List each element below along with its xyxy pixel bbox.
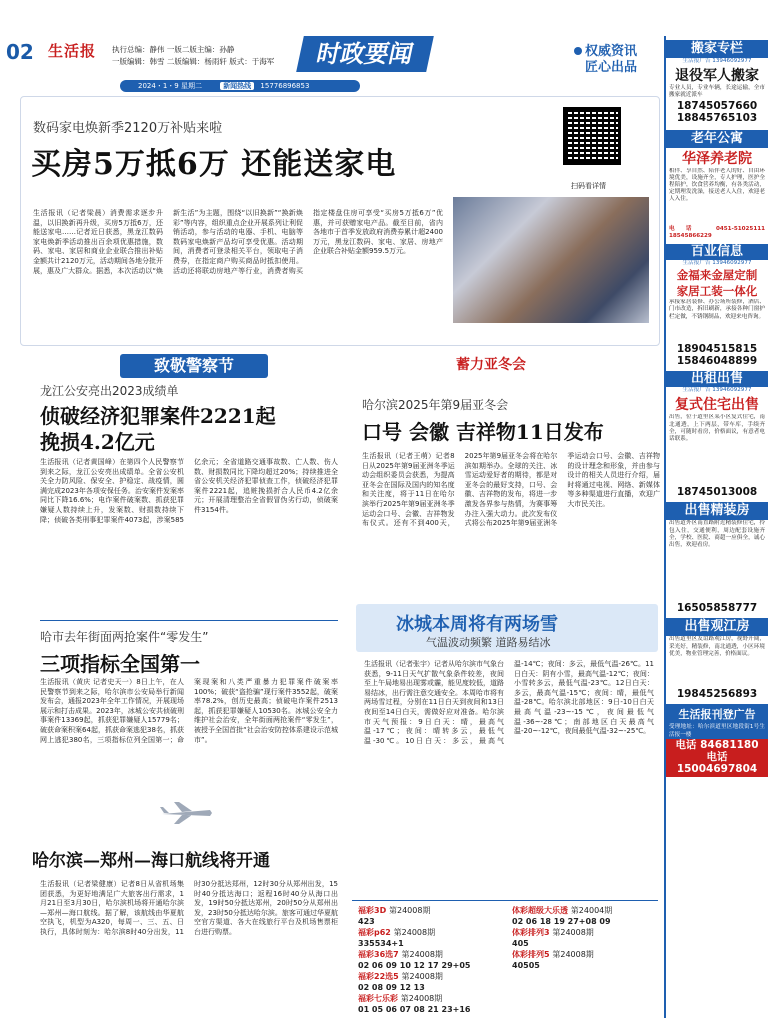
- lottery-name: 体彩排列3: [512, 928, 553, 937]
- weather-headline: 冰城本周将有两场雪: [396, 614, 558, 635]
- police-story1-headline-2: 挽损4.2亿元: [40, 430, 155, 454]
- lottery-name: 福彩p62: [358, 928, 394, 937]
- qr-caption: 扫码看详情: [571, 182, 606, 190]
- ad7-header: 生活报刊登广告: [666, 704, 768, 724]
- ad4-sub: 生活报广告 13946092977: [682, 387, 752, 394]
- lottery-row: [358, 949, 506, 971]
- lottery-issue: 第24008期: [393, 928, 436, 937]
- ad3-header: 百业信息: [666, 244, 768, 260]
- ad6-tel: 19845256893: [676, 688, 758, 701]
- lottery-issue: 第24008期: [401, 972, 443, 981]
- ad1-title: 退役军人搬家: [675, 68, 759, 85]
- ad1-tel1: 18745057660: [676, 99, 758, 112]
- lottery-row: [358, 927, 506, 949]
- lottery-row: [512, 905, 658, 927]
- staff-line-2: 一版编辑：韩雪 二版编辑：杨雨轩 版式：于海军: [112, 57, 275, 66]
- lottery-issue: 第24008期: [401, 950, 443, 959]
- ad1-tel2: 18845765103: [676, 111, 758, 124]
- ad2-title: 华泽养老院: [682, 150, 752, 167]
- ad3-desc: 承接家居装修、办公场所装修，酒店、门市改造，拆旧刷新，承接各种门窗护栏定做，不锈钢制品，欢迎来电咨询。: [669, 299, 765, 320]
- flight-body: 生活报讯（记者梁健康）记者8日从省机场集团获悉，为更好地满足广大旅客出行需求，1月21日至3月30日，哈尔滨机场将开通哈尔滨—郑州—海口航线。据了解，该航线由华夏航空执飞，机型为A320，每周一、三、五、日执行，具体时刻为：哈尔滨8时40分出发，11时30分抵达郑州，12时30分从郑州出发，15时40分抵达海口；返程16时40分从海口出发，19时50分抵达郑州，20时50分从郑州出发，23时50分抵达哈尔滨。旅客可通过华夏航空官方渠道、各大在线旅行平台及机场售票柜台进行购票。: [40, 880, 338, 936]
- police-story2-headline: 三项指标全国第一: [40, 652, 200, 676]
- ad5-tel: 16505858777: [676, 602, 758, 615]
- lottery-numbers: 01 05 06 07 08 21 23+16: [358, 1005, 471, 1014]
- ad3-title1: 金福来金屋定制: [676, 268, 758, 283]
- ad3-tel2: 15846048899: [676, 355, 758, 368]
- lottery-box: [352, 900, 658, 1012]
- lottery-numbers: 423: [358, 917, 375, 926]
- ad4-title: 复式住宅出售: [675, 397, 759, 414]
- ad1-header: 搬家专栏: [666, 40, 768, 58]
- lottery-numbers: 335534+1: [358, 939, 404, 948]
- asian-games-story: [352, 352, 660, 592]
- lottery-issue: 第24008期: [389, 906, 431, 915]
- lottery-issue: 第24008期: [400, 994, 443, 1003]
- ad1-sub: 生活报广告 13946092977: [682, 58, 752, 64]
- lottery-name: 福彩36选7: [358, 950, 402, 959]
- section-title: 时政要闻: [296, 36, 434, 72]
- lottery-numbers: 40505: [512, 961, 540, 970]
- ad7-tel2: 电话 15004697804: [666, 751, 768, 777]
- masthead: [0, 0, 662, 78]
- qr-code-icon[interactable]: [563, 107, 621, 165]
- slogan-bullet-icon: [574, 47, 582, 55]
- hotline-label: 新闻热线: [220, 82, 254, 90]
- slogan-line-1: 权威资讯: [585, 44, 638, 59]
- staff-line-1: 执行总编：静伟 一版二版主编：孙静: [112, 45, 235, 54]
- date: 2024・1・9 星期二: [138, 82, 202, 90]
- weather-body: 生活报讯（记者张宇）记者从哈尔滨市气象台获悉，9-11日天气扩散气象条件较差，夜间至上午局地易出现雾或霾，能见度较低，道路易结冰，出行需注意交通安全。本周哈市将有两场雪过程，分别在11日白天到夜间和13日夜间至14日白天，需做好应对准备。哈尔滨市天气预报：9日白天：晴，最高气温-17℃；夜间：晴转多云，最低气温-30℃。10日白天：多云，最高气温-14℃；夜间：多云，最低气温-26℃。11日白天：阴有小雪，最高气温-12℃；夜间：小雪转多云，最低气温-23℃。12日白天：多云，最高气温-15℃；夜间：晴，最低气温-28℃。哈尔滨北部地区：9日-10日白天最高气温-23~-15℃，夜间最低气温-36~-28℃；南部地区白天最高气温-20~-12℃，夜间最低气温-32~-25℃。: [364, 660, 654, 745]
- lead-headline: 买房5万抵6万 还能送家电: [31, 147, 397, 182]
- brand-logo: 生活报: [48, 42, 97, 60]
- ad2-header: 老年公寓: [666, 130, 768, 148]
- lottery-issue: 第24008期: [552, 950, 594, 959]
- lottery-name: 福彩22选5: [358, 972, 402, 981]
- lottery-row: [512, 927, 658, 949]
- lottery-numbers: 02 08 09 12 13: [358, 983, 425, 992]
- hotline-number: 15776896853: [260, 82, 310, 90]
- ad4-header: 出租出售: [666, 371, 768, 387]
- airplane-icon: [160, 800, 214, 826]
- ad3-title2: 家居工装一体化: [676, 284, 758, 299]
- flight-headline: 哈尔滨—郑州—海口航线将开通: [32, 851, 270, 871]
- weather-story: [356, 604, 658, 894]
- lottery-numbers: 02 06 09 10 12 17 29+05: [358, 961, 471, 970]
- lead-body: 生活报讯（记者梁晨）消费需求逐步升温，以旧换新再升级，买房5万抵6万，还能送家电……记者近日获悉，黑龙江数码家电焕新季活动推出百余项优惠措施，数码、家电、家居和商业企业联合推出补贴金额共计2120万元，活动期间各地分批开展，惠及广大群众。据悉，本次活动以“焕新生活”为主题，围绕“以旧换新”“换新焕彩”等内容，组织重点企业开展系列让利促销活动，参与活动的电器、手机、电脑等数码家电焕新产品均可享受优惠。活动期间，消费者可登录相关平台，领取电子消费券，在指定商户购买商品时抵扣使用。活动还将联动房地产等行业，消费者购买指定楼盘住房可享受“买房5万抵6万”优惠，并可获赠家电产品。截至目前，省内各地市于首季发放政府消费券累计超2400万元，黑龙江数码、家电、家居、房地产企业联合补贴金额959.5万元。: [33, 209, 443, 275]
- asian-games-kicker: 哈尔滨2025年第9届亚冬会: [362, 398, 509, 412]
- lottery-issue: 第24004期: [570, 906, 613, 915]
- lottery-numbers: 405: [512, 939, 529, 948]
- lottery-row: [358, 993, 506, 1015]
- slogan: [585, 44, 637, 76]
- lottery-name: 体彩排列5: [512, 950, 553, 959]
- lottery-issue: 第24008期: [552, 928, 594, 937]
- lottery-row: [358, 971, 506, 993]
- ad3-tel1: 18904515815: [676, 343, 758, 356]
- ad1-desc: 专业人员，专业车辆，长途运输，全市搬家就近派车: [669, 85, 765, 99]
- ad2-tel: 电话 0451-51025111 18545866229: [669, 225, 765, 239]
- ad5-title: 出售精装房: [666, 502, 768, 520]
- police-story1-headline-1: 侦破经济犯罪案件2221起: [40, 404, 276, 428]
- page-number: 02: [6, 40, 34, 64]
- police-feature: [20, 352, 338, 792]
- flight-story: [20, 800, 338, 1010]
- lottery-numbers: 02 06 18 19 27+08 09: [512, 917, 611, 926]
- ad3-sub: 生活报广告 13946092977: [682, 260, 752, 267]
- slogan-line-2: 匠心出品: [585, 60, 638, 75]
- lottery-welfare-list: [358, 905, 506, 1015]
- lottery-name: 福彩3D: [358, 906, 389, 915]
- ad2-desc: 相伴、享自然、陪伴老人的好、自由环境优美，设施齐全，专人护理，医护全程陪护，饮食营养均衡，有各类活动，定期理发洗澡，接送老人入住，欢迎老人入住。: [669, 167, 765, 203]
- lottery-row: [358, 905, 506, 927]
- asian-games-headline: 口号 会徽 吉祥物11日发布: [362, 420, 604, 444]
- police-banner: 致敬警察节: [120, 354, 268, 378]
- ad5-desc: 出售道外区南直路附近精装修住宅，拎包入住，交通便利，周边配套设施齐全，学校、医院、商超一应俱全，诚心出售，欢迎看房。: [669, 520, 765, 549]
- police-story2-body: 生活报讯（黄庆 记者史天一）8日上午，在人民警察节到来之际，哈尔滨市公安局举行新闻发布会，通报2023年全年工作情况，开展现场展示和打击成果。2023年，冰城公安共侦破刑事案件13369起，抓获犯罪嫌疑人15779名；破获命案积案64起，抓获命案逃犯38名，抓获网上逃犯380名，三项指标位列全国第一；命案现案和八类严重暴力犯罪案件破案率100%；破获“盗抢骗”现行案件3552起，破案率78.2%，创历史最高；侦破电诈案件2513起，抓获犯罪嫌疑人10530名。冰城公安全力维护社会治安，全年街面两抢案件“零发生”，被授予全国首批“社会治安防控体系建设示范城市”。: [40, 678, 338, 744]
- ad6-desc: 出售道里区友谊路观江房，视野开阔，采光好，精装修，南北通透，小区环境优美，物业管理完善，价格面议。: [669, 636, 765, 657]
- lottery-sports-list: [512, 905, 658, 971]
- dateline: [120, 80, 360, 92]
- divider: [40, 620, 338, 621]
- classified-ads-sidebar: [664, 36, 768, 1018]
- weather-subhead: 气温波动频繁 道路易结冰: [426, 636, 551, 649]
- police-story1-body: 生活报讯（记者黄国峰）在第四个人民警察节到来之际，龙江公安亮出成绩单。全省公安机关全力防风险、保安全、护稳定、战疫情，圆满完成2023年各项安保任务。治安案件发案率同比下降16.6%；电诈案件破案数、抓获犯罪嫌疑人数持续上升，发案数、财损数持续下降；侦破各类刑事犯罪案件4073起，涉案585亿余元；全省道路交通事故数、亡人数、伤人数、财损数同比下降均超过20%；持续推进全省公安机关经济犯罪侦查工作，侦破经济犯罪案件2221起，追赃挽损折合人民币4.2亿余元；开展清理整治全省假冒伪劣行动，侦破案件3154件。: [40, 458, 338, 524]
- police-story1-kicker: 龙江公安亮出2023成绩单: [40, 384, 179, 398]
- lottery-row: [512, 949, 658, 971]
- lottery-name: 福彩七乐彩: [358, 994, 401, 1003]
- lead-kicker: 数码家电焕新季2120万补贴来啦: [33, 121, 223, 136]
- lead-photo: [453, 197, 649, 323]
- ad4-tel: 18745013008: [676, 486, 758, 499]
- ad4-desc: 出售，位于道里区某小区复式住宅，南北通透，上下两层，带车库，手续齐全，可随时看房，价格面议，有意者电话联系。: [669, 414, 765, 443]
- police-story2-kicker: 哈市去年街面两抢案件“零发生”: [40, 630, 209, 644]
- asian-games-body: 生活报讯（记者王萌）记者8日从2025年第9届亚洲冬季运动会组织委员会获悉，为提高亚冬会在国际及国内的知名度和关注度，将于11日在哈尔滨举行2025年第9届亚洲冬季运动会口号、会徽、吉祥物发布仪式。还有不到400天，2025年第9届亚冬会将在哈尔滨如期举办。全球的关注、冰雪运动爱好者的期待，都是对亚冬会的最好支持，口号、会徽、吉祥物的发布，将进一步激发各界参与热情，为赛事筹办注入强大动力。此次发布仪式将公布2025年第9届亚洲冬季运动会口号、会徽、吉祥物的设计理念和形象，并由参与设计的相关人员进行介绍，届时将通过电视、网络、新媒体等多种渠道进行直播，欢迎广大市民关注。: [362, 452, 660, 528]
- lottery-name: 体彩超级大乐透: [512, 906, 571, 915]
- ad6-title: 出售观江房: [666, 618, 768, 636]
- ad7-address: 受理地址：哈尔滨道里区地段街1号生活报一楼: [669, 724, 765, 738]
- lead-story: [20, 96, 660, 346]
- asian-games-tag: 蓄力亚冬会: [456, 357, 526, 373]
- ad7-tel1: 电话 84681180: [666, 739, 768, 751]
